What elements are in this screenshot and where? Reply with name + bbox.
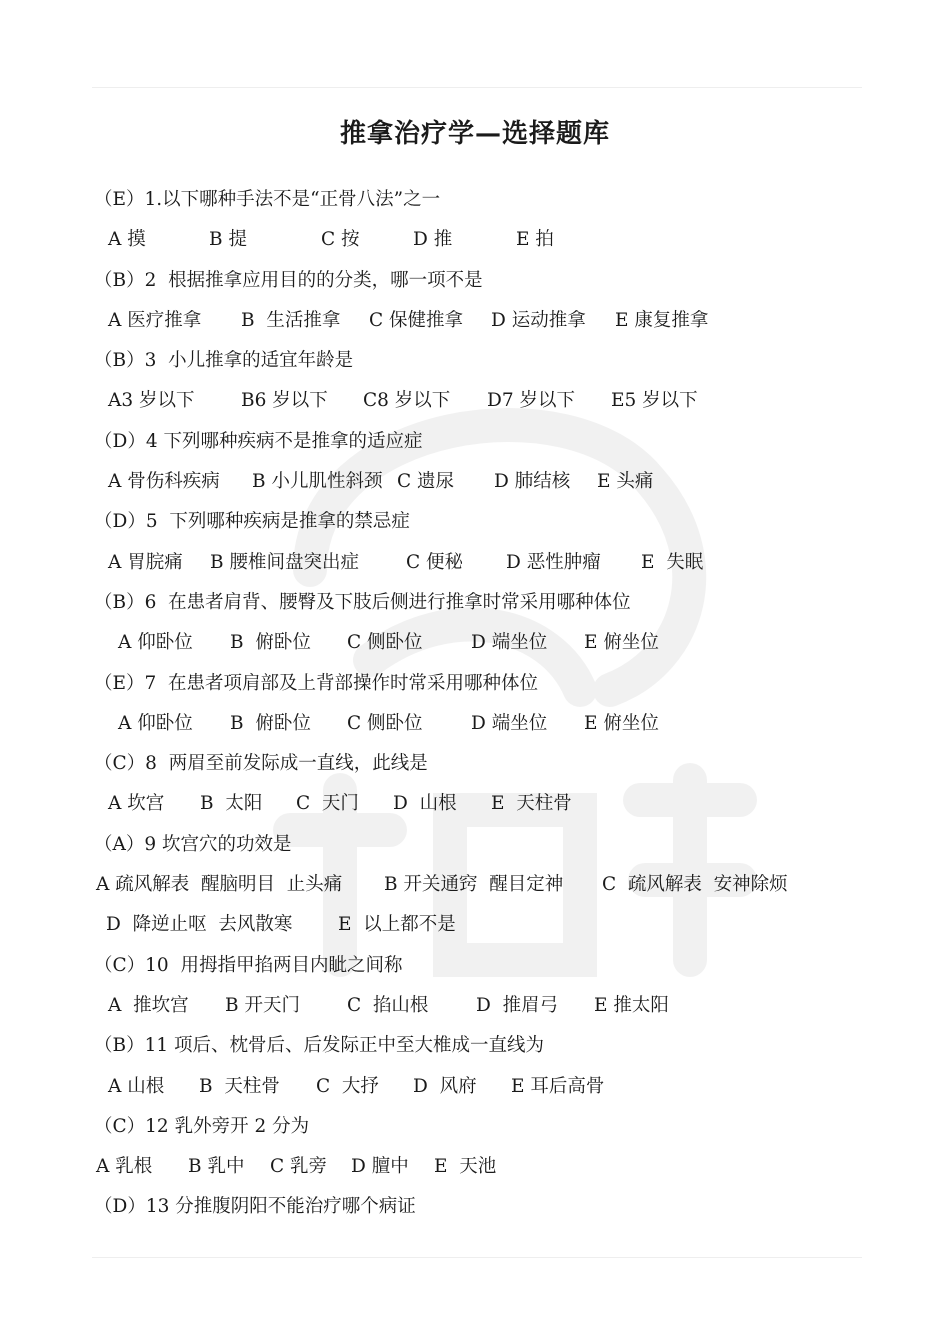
options-12 <box>96 1151 856 1191</box>
options-8 <box>96 788 856 828</box>
option-c: C 保健推拿 <box>369 309 464 331</box>
option-b: B 小儿肌性斜颈 <box>252 471 383 493</box>
question-2 <box>94 265 856 305</box>
question-7 <box>94 668 856 708</box>
option-c: C 掐山根 <box>347 994 429 1016</box>
question-text: 7 在患者项肩部及上背部操作时常采用哪种体位 <box>144 672 539 694</box>
option-e: E 以上都不是 <box>338 914 456 936</box>
option-a: A 骨伤科疾病 <box>108 471 220 493</box>
question-1 <box>94 184 856 224</box>
answer-key: （D） <box>94 511 146 533</box>
option-e: E 天池 <box>434 1156 497 1178</box>
options-7 <box>96 708 856 748</box>
options-6 <box>96 627 856 667</box>
option-c: C 天门 <box>296 793 359 815</box>
option-d: D 恶性肿瘤 <box>506 551 601 573</box>
option-c: C 遗尿 <box>397 471 455 493</box>
option-d: D 肺结核 <box>494 471 571 493</box>
question-9 <box>94 829 856 869</box>
answer-key: （E） <box>94 672 145 694</box>
question-10 <box>94 950 856 990</box>
option-a: A 医疗推拿 <box>108 309 202 331</box>
option-c: C 疏风解表 安神除烦 <box>602 874 788 896</box>
answer-key: （B） <box>94 591 145 613</box>
answer-key: （B） <box>94 269 145 291</box>
option-e: E 天柱骨 <box>491 793 572 815</box>
option-c: C 便秘 <box>406 551 464 573</box>
question-text: 5 下列哪种疾病是推拿的禁忌症 <box>145 511 410 533</box>
answer-key: （E） <box>94 189 145 210</box>
options-9 <box>96 869 856 909</box>
option-e: E 耳后高骨 <box>511 1075 605 1097</box>
option-d: D7 岁以下 <box>487 390 575 412</box>
question-text: 8 两眉至前发际成一直线，此线是 <box>145 753 428 775</box>
option-d: D 运动推拿 <box>491 309 586 331</box>
footer-divider <box>92 1257 862 1258</box>
answer-key: （B） <box>94 350 145 372</box>
option-a: A 仰卧位 <box>118 632 193 654</box>
option-a: A 疏风解表 醒脑明目 止头痛 <box>96 874 343 896</box>
option-a: A 仰卧位 <box>118 712 193 734</box>
header-divider <box>92 87 862 88</box>
option-b: B 腰椎间盘突出症 <box>210 551 359 573</box>
option-c: C8 岁以下 <box>363 390 451 412</box>
option-d: D 山根 <box>393 793 457 815</box>
option-d: D 端坐位 <box>471 712 548 734</box>
option-c: C 按 <box>321 229 360 251</box>
options-3 <box>96 385 856 425</box>
option-c: C 侧卧位 <box>347 632 423 654</box>
option-e: E 头痛 <box>597 471 654 493</box>
option-e: E 推太阳 <box>594 994 669 1016</box>
option-d: D 风府 <box>413 1075 477 1097</box>
option-c: C 侧卧位 <box>347 712 423 734</box>
question-text: 9 坎宫穴的功效是 <box>144 833 292 855</box>
option-d: D 推眉弓 <box>476 994 559 1016</box>
option-d: D 降逆止呕 去风散寒 <box>106 914 293 936</box>
question-text: 12 乳外旁开 2 分为 <box>145 1115 310 1137</box>
option-a: A 山根 <box>108 1075 165 1097</box>
options-5 <box>96 547 856 587</box>
option-b: B 开关通窍 醒目定神 <box>384 874 564 896</box>
option-b: B 开天门 <box>225 994 300 1016</box>
option-d: D 膻中 <box>351 1156 409 1178</box>
option-b: B 天柱骨 <box>199 1075 280 1097</box>
option-e: E 康复推拿 <box>615 309 709 331</box>
option-e: E5 岁以下 <box>611 390 698 412</box>
options-2 <box>96 305 856 345</box>
answer-key: （C） <box>94 954 146 976</box>
option-a: A 乳根 <box>96 1156 153 1178</box>
question-11 <box>94 1030 856 1070</box>
answer-key: （D） <box>94 1196 146 1218</box>
option-b: B 生活推拿 <box>241 309 341 331</box>
option-c: C 大抒 <box>316 1075 379 1097</box>
answer-key: （D） <box>94 430 146 452</box>
option-a: A 推坎宫 <box>108 994 189 1016</box>
option-d: D 推 <box>413 229 453 251</box>
option-d: D 端坐位 <box>471 632 548 654</box>
options-9-continued <box>96 909 856 949</box>
question-4 <box>94 426 856 466</box>
question-5 <box>94 506 856 546</box>
option-a: A 胃脘痛 <box>108 551 183 573</box>
answer-key: （C） <box>94 753 146 775</box>
question-text: 1.以下哪种手法不是“正骨八法”之一 <box>144 189 441 210</box>
question-12 <box>94 1111 856 1151</box>
option-c: C 乳旁 <box>270 1156 328 1178</box>
answer-key: （A） <box>94 833 145 855</box>
question-list <box>96 184 856 1232</box>
answer-key: （C） <box>94 1115 146 1137</box>
option-e: E 俯坐位 <box>584 632 659 654</box>
question-6 <box>94 587 856 627</box>
options-11 <box>96 1071 856 1111</box>
question-3 <box>94 345 856 385</box>
question-text: 13 分推腹阴阳不能治疗哪个病证 <box>145 1196 416 1218</box>
question-13 <box>94 1191 856 1231</box>
option-a: A3 岁以下 <box>108 390 195 412</box>
option-a: A 坎宫 <box>108 793 165 815</box>
option-a: A 摸 <box>108 229 146 251</box>
option-e: E 失眠 <box>641 551 704 573</box>
question-text: 6 在患者肩背、腰臀及下肢后侧进行推拿时常采用哪种体位 <box>144 591 631 613</box>
option-b: B 乳中 <box>188 1156 245 1178</box>
question-text: 3 小儿推拿的适宜年龄是 <box>144 350 354 372</box>
option-b: B 俯卧位 <box>230 632 311 654</box>
option-b: B 俯卧位 <box>230 712 311 734</box>
question-text: 10 用拇指甲掐两目内眦之间称 <box>145 954 403 976</box>
question-text: 2 根据推拿应用目的的分类，哪一项不是 <box>144 269 483 291</box>
option-e: E 俯坐位 <box>584 712 659 734</box>
option-b: B 提 <box>209 229 247 251</box>
option-b: B6 岁以下 <box>241 390 328 412</box>
options-10 <box>96 990 856 1030</box>
question-text: 4 下列哪种疾病不是推拿的适应症 <box>145 430 423 452</box>
question-8 <box>94 748 856 788</box>
document-title: 推拿治疗学—选择题库 <box>339 119 610 149</box>
option-b: B 太阳 <box>200 793 263 815</box>
answer-key: （B） <box>94 1035 145 1057</box>
options-4 <box>96 466 856 506</box>
question-text: 11 项后、枕骨后、后发际正中至大椎成一直线为 <box>144 1035 545 1057</box>
options-1 <box>96 224 856 264</box>
option-e: E 拍 <box>516 229 554 251</box>
